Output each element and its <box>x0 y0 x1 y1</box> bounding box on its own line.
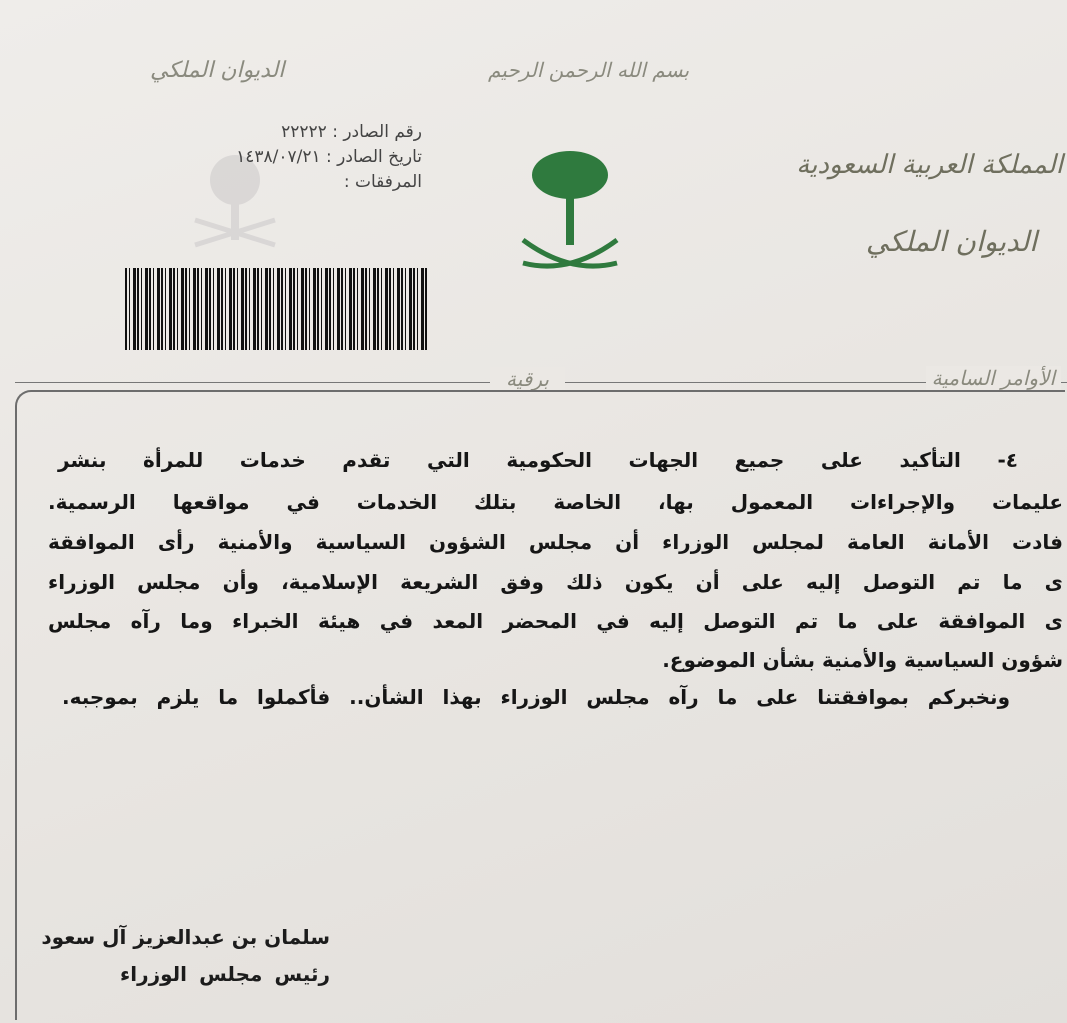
royal-court-name: الديوان الملكي <box>865 225 1037 258</box>
body-line: ٤- التأكيد على جميع الجهات الحكومية التي تقدم خدمات للمرأة بنشر <box>58 448 1018 472</box>
body-line: ى الموافقة على ما تم التوصل إليه في المحضر المعد في هيئة الخبراء وما رآه مجلس <box>48 609 1063 633</box>
issue-number-value: ٢٢٢٢٢ <box>281 122 327 142</box>
attachments: المرفقات : <box>343 172 422 192</box>
saudi-emblem-icon <box>515 145 625 289</box>
signatory-name: سلمان بن عبدالعزيز آل سعود <box>41 925 330 949</box>
issue-date <box>150 145 422 170</box>
issue-date-value: ١٤٣٨/٠٧/٢١ <box>236 147 321 167</box>
body-line: عليمات والإجراءات المعمول بها، الخاصة بتلك الخدمات في مواقعها الرسمية. <box>48 490 1063 514</box>
issue-number-label: رقم الصادر : <box>332 122 422 142</box>
issue-date-label: تاريخ الصادر : <box>326 147 422 167</box>
document-info <box>150 120 422 195</box>
section-label: الأوامر السامية <box>926 366 1061 390</box>
barcode <box>125 268 427 350</box>
royal-court-title-left: الديوان الملكي <box>150 58 285 83</box>
issue-number <box>150 120 422 145</box>
body-line: فادت الأمانة العامة لمجلس الوزراء أن مجلس الشؤون السياسية والأمنية رأى الموافقة <box>48 530 1063 554</box>
signatory-title: رئيس مجلس الوزراء <box>120 962 330 986</box>
body-line: ى ما تم التوصل إليه على أن يكون ذلك وفق الشريعة الإسلامية، وأن مجلس الوزراء <box>48 570 1063 594</box>
bismillah: بسم الله الرحمن الرحيم <box>488 58 690 82</box>
kingdom-name: المملكة العربية السعودية <box>796 150 1063 180</box>
telegram-label: برقية <box>490 367 565 391</box>
body-line: شؤون السياسية والأمنية بشأن الموضوع. <box>662 648 1063 672</box>
body-line: ونخبركم بموافقتنا على ما رآه مجلس الوزراء بهذا الشأن.. فأكملوا ما يلزم بموجبه. <box>62 685 1010 709</box>
